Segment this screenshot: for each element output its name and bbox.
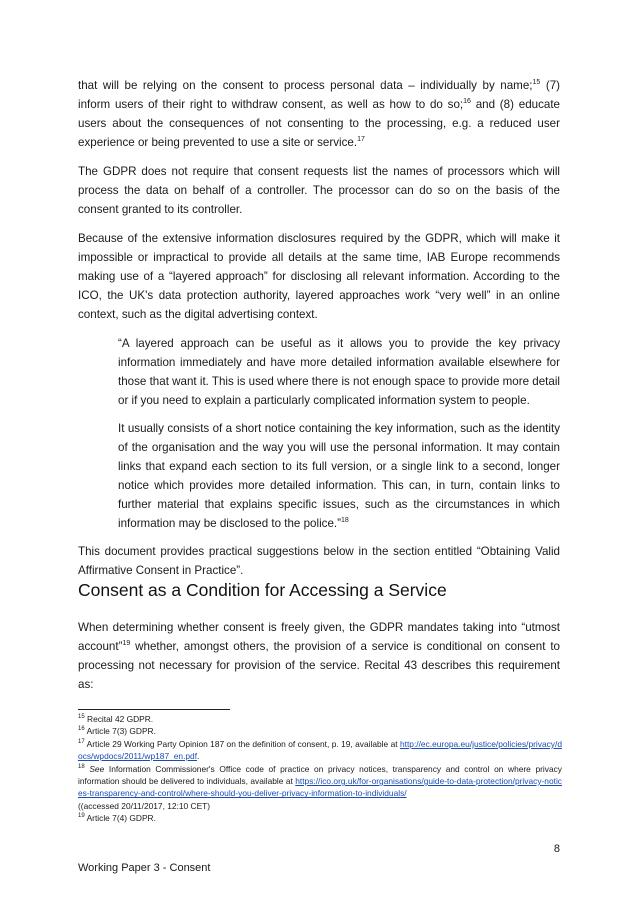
footnote-ref-15[interactable]: 15	[532, 79, 541, 87]
footnote-ref-18[interactable]: 18	[340, 517, 349, 525]
body-lower	[78, 618, 560, 704]
paragraph-2: The GDPR does not require that consent requests list the names of processors which will process the data on behalf of a controller. The processor can do so on the basis of the consent granted to its controller.	[78, 165, 560, 216]
paragraph-1: that will be relying on the consent to process personal data – individually by name;$^{15}$ (7) inform users of their right to withdraw consent, as well as how to do so;$^{16}$ and (8) educate users about the consequences of not consenting to the processing, e.g. a reduced user experience or being prevented to use a site or service.$^{17}$	[78, 79, 561, 149]
footnote-separator	[78, 709, 230, 710]
body-upper	[78, 76, 560, 590]
page-number: 8	[553, 843, 560, 855]
page-footer: Working Paper 3 - Consent	[78, 862, 211, 874]
footnote-16: $^{16}$ Article 7(3) GDPR.	[78, 726, 156, 737]
footnote-18-link[interactable]: https://ico.org.uk/for-organisations/guide-to-data-protection/privacy-notices-transparency-and-control/where-should-you-deliver-privacy-information-to-individuals/	[78, 776, 562, 799]
quote-paragraph-2: It usually consists of a short notice containing the key information, such as the identity of the organisation and the way you will use the personal information. It may contain links that expand each section to its full version, or a single link to a second, longer notice which provides more detailed information. This can, in turn, contain links to further material that explains specific issues, such as the circumstances in which information may be disclosed to the police.”$^{18}$	[118, 422, 560, 530]
section-heading: Consent as a Condition for Accessing a Service	[78, 580, 447, 600]
paragraph-3: Because of the extensive information disclosures required by the GDPR, which will make it impossible or impractical to provide all details at the same time, IAB Europe recommends making use of a “layered approach” for disclosing all relevant information. According to the ICO, the UK's data protection authority, layered approaches work “very well” in an online context, such as the digital advertising context.	[78, 232, 560, 321]
footnotes	[78, 713, 562, 825]
footnote-15: $^{15}$ Recital 42 GDPR.	[78, 714, 154, 724]
footnote-ref-16[interactable]: 16	[463, 98, 471, 106]
paragraph-5: When determining whether consent is freely given, the GDPR mandates taking into “utmost account”$^{19}$ whether, amongst others, the provision of a service is conditional on consent to processing not necessary for provision of the service. Recital 43 describes this requirement as:	[78, 621, 560, 691]
footnote-17: $^{17}$ Article 29 Working Party Opinion 187 on the definition of consent, p. 19, available at http://ec.europa.eu/justice/policies/privacy/docs/wpdocs/2011/wp187_en.pdf.	[78, 738, 562, 762]
quote-paragraph-1: “A layered approach can be useful as it allows you to provide the key privacy information immediately and have more detailed information available elsewhere for those that want it. This is used where there is not enough space to provide more detail or if you need to explain a particularly complicated information system to people.	[118, 337, 560, 407]
footnote-ref-17[interactable]: 17	[357, 136, 365, 144]
footnote-19: $^{19}$ Article 7(4) GDPR.	[78, 813, 156, 824]
footnote-17-link[interactable]: http://ec.europa.eu/justice/policies/privacy/docs/wpdocs/2011/wp187_en.pdf	[78, 738, 562, 762]
blockquote	[118, 334, 560, 533]
paragraph-4: This document provides practical suggestions below in the section entitled “Obtaining Valid Affirmative Consent in Practice”.	[78, 545, 560, 577]
footnote-18: $^{18}$ See Information Commissioner's Office code of practice on privacy notices, transparency and control on where privacy information should be delivered to individuals, available at https://ico.org.uk/for-organisations/guide-to-data-protection/privacy-notices-transparency-and-control/where-should-you-deliver-privacy-information-to-individuals/ ((accessed 20/11/2017, 12:10 CET)	[78, 763, 562, 811]
footnote-ref-19[interactable]: 19	[122, 640, 131, 648]
